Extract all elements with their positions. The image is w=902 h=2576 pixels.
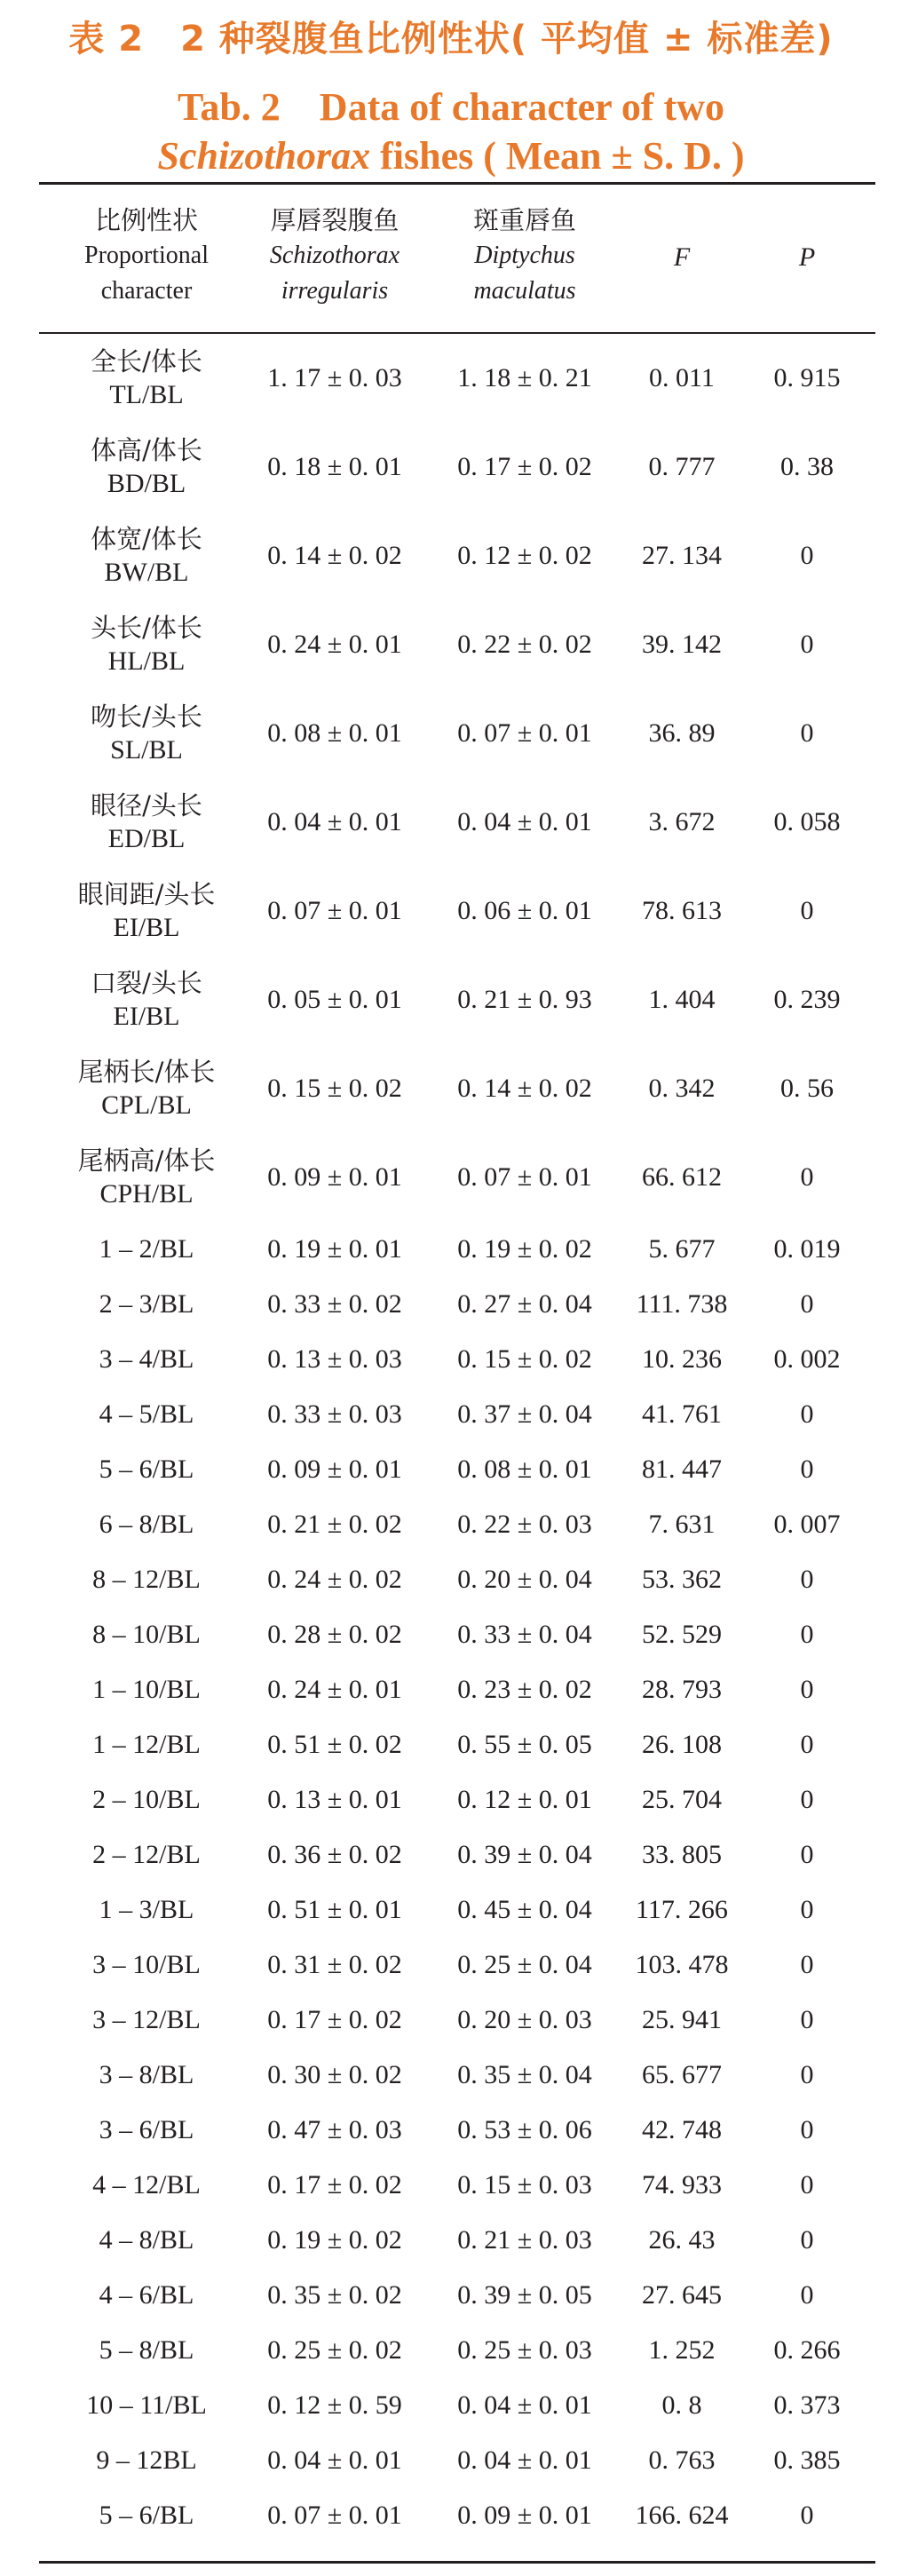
table-row: [0, 1497, 902, 1552]
row-label: [44, 1497, 249, 1552]
diptychus-value: 0. 22 ± 0. 02: [457, 630, 592, 659]
p-value: 0: [800, 1289, 814, 1319]
table-row: [0, 1044, 902, 1133]
row-label-zh: 眼间距/头长: [77, 879, 216, 909]
row-label-zh: 尾柄长/体长: [77, 1057, 216, 1087]
row-label-en: 5 – 6/BL: [99, 1454, 194, 1484]
row-label: [44, 2158, 249, 2213]
f-value: 39. 142: [642, 630, 722, 659]
schizothorax-value: 0. 35 ± 0. 02: [267, 2280, 402, 2310]
schizothorax-value: 0. 19 ± 0. 01: [267, 1234, 402, 1264]
table-bottom-rule: [39, 2561, 875, 2564]
diptychus-value: 0. 07 ± 0. 01: [457, 1162, 592, 1192]
row-label-en: 2 – 10/BL: [92, 1785, 201, 1814]
header-col3: F: [673, 242, 691, 272]
schizothorax-value: 0. 31 ± 0. 02: [267, 1950, 402, 1979]
diptychus-value: 0. 39 ± 0. 05: [457, 2280, 592, 2310]
row-label-en: 3 – 4/BL: [99, 1344, 194, 1374]
f-value: 0. 342: [648, 1074, 716, 1103]
p-value: 0: [800, 1454, 814, 1484]
f-value: 26. 43: [648, 2225, 716, 2255]
diptychus-value: 0. 21 ± 0. 03: [457, 2225, 592, 2255]
table-caption-english-line1: Tab. 2 Data of character of two: [178, 85, 724, 129]
row-label: [44, 1387, 249, 1442]
header-p: [742, 202, 872, 275]
f-value: 1. 252: [648, 2335, 716, 2365]
schizothorax-value: 0. 14 ± 0. 02: [267, 541, 402, 570]
diptychus-value: 0. 23 ± 0. 02: [457, 1675, 592, 1704]
f-value: 111. 738: [636, 1289, 728, 1319]
diptychus-value: 0. 04 ± 0. 01: [457, 2390, 592, 2420]
schizothorax-value: 0. 33 ± 0. 02: [267, 1289, 402, 1319]
table-row: [0, 1717, 902, 1772]
row-label: [44, 423, 249, 511]
schizothorax-value: 0. 15 ± 0. 02: [267, 1074, 402, 1103]
table-row: [0, 2323, 902, 2378]
table-row: [0, 778, 902, 867]
diptychus-value: 0. 53 ± 0. 06: [457, 2115, 592, 2144]
schizothorax-value: 0. 24 ± 0. 01: [267, 630, 402, 659]
p-value: 0. 38: [780, 452, 834, 481]
schizothorax-value: 0. 47 ± 0. 03: [267, 2115, 402, 2144]
p-value: 0: [800, 1162, 814, 1192]
table-top-rule: [39, 182, 875, 185]
row-label: [44, 778, 249, 867]
diptychus-value: 0. 21 ± 0. 93: [457, 985, 592, 1014]
f-value: 0. 777: [648, 452, 716, 481]
row-label: [44, 1772, 249, 1827]
row-label-en: 4 – 5/BL: [99, 1399, 194, 1429]
schizothorax-value: 1. 17 ± 0. 03: [267, 363, 402, 392]
row-label: [44, 689, 249, 778]
f-value: 166. 624: [635, 2501, 729, 2530]
schizothorax-value: 0. 24 ± 0. 01: [267, 1675, 402, 1704]
table-row: [0, 1387, 902, 1442]
row-label: [44, 1552, 249, 1607]
schizothorax-value: 0. 19 ± 0. 02: [267, 2225, 402, 2255]
row-label-en: BD/BL: [107, 469, 186, 498]
diptychus-value: 0. 20 ± 0. 03: [457, 2005, 592, 2034]
diptychus-value: 0. 09 ± 0. 01: [457, 2501, 592, 2530]
diptychus-value: 0. 27 ± 0. 04: [457, 1289, 592, 1319]
p-value: 0. 385: [773, 2445, 841, 2475]
f-value: 26. 108: [642, 1730, 722, 1759]
row-label-en: 3 – 6/BL: [99, 2115, 194, 2144]
header-f: [607, 202, 756, 275]
table-row: [0, 867, 902, 955]
p-value: 0. 266: [773, 2335, 841, 2365]
row-label: [44, 1044, 249, 1133]
p-value: 0. 007: [773, 1510, 841, 1539]
schizothorax-value: 0. 05 ± 0. 01: [267, 985, 402, 1014]
genus-name: Schizothorax: [157, 134, 371, 178]
diptychus-value: 0. 12 ± 0. 01: [457, 1785, 592, 1814]
diptychus-value: 0. 07 ± 0. 01: [457, 718, 592, 748]
row-label-en: ED/BL: [107, 824, 186, 853]
schizothorax-value: 0. 30 ± 0. 02: [267, 2060, 402, 2089]
schizothorax-value: 0. 09 ± 0. 01: [267, 1454, 402, 1484]
row-label: [44, 1277, 249, 1332]
row-label-zh: 眼径/头长: [91, 790, 202, 820]
table-row: [0, 1662, 902, 1717]
row-label-en: 10 – 11/BL: [86, 2390, 207, 2420]
schizothorax-value: 0. 51 ± 0. 01: [267, 1895, 402, 1924]
p-value: 0. 915: [773, 363, 841, 392]
f-value: 0. 8: [661, 2390, 702, 2420]
p-value: 0: [800, 2501, 814, 2530]
f-value: 74. 933: [642, 2170, 722, 2200]
diptychus-value: 0. 55 ± 0. 05: [457, 1730, 592, 1759]
table-row: [0, 423, 902, 511]
diptychus-value: 0. 08 ± 0. 01: [457, 1454, 592, 1484]
p-value: 0: [800, 1675, 814, 1704]
row-label: [44, 1607, 249, 1662]
p-value: 0. 373: [773, 2390, 841, 2420]
header-col0-en1: Proportional: [84, 242, 209, 269]
row-label: [44, 2048, 249, 2103]
f-value: 53. 362: [642, 1565, 722, 1594]
row-label-en: 2 – 12/BL: [92, 1840, 201, 1869]
row-label: [44, 1882, 249, 1938]
f-value: 28. 793: [642, 1675, 722, 1704]
p-value: 0: [800, 1840, 814, 1869]
schizothorax-value: 0. 13 ± 0. 01: [267, 1785, 402, 1814]
table-row: [0, 1277, 902, 1332]
schizothorax-value: 0. 17 ± 0. 02: [267, 2170, 402, 2200]
row-label-en: 5 – 8/BL: [99, 2335, 194, 2365]
row-label-en: 8 – 10/BL: [92, 1620, 201, 1649]
diptychus-value: 0. 17 ± 0. 02: [457, 452, 592, 481]
row-label-en: 8 – 12/BL: [92, 1565, 201, 1594]
p-value: 0: [800, 2170, 814, 2200]
diptychus-value: 1. 18 ± 0. 21: [457, 363, 592, 392]
p-value: 0. 058: [773, 807, 841, 836]
table-row: [0, 1607, 902, 1662]
diptychus-value: 0. 25 ± 0. 04: [457, 1950, 592, 1979]
row-label-zh: 尾柄高/体长: [77, 1145, 216, 1176]
schizothorax-value: 0. 13 ± 0. 03: [267, 1344, 402, 1374]
f-value: 7. 631: [648, 1510, 716, 1539]
row-label: [44, 1717, 249, 1772]
row-label-en: EI/BL: [113, 913, 180, 942]
diptychus-value: 0. 14 ± 0. 02: [457, 1074, 592, 1103]
diptychus-value: 0. 12 ± 0. 02: [457, 541, 592, 570]
schizothorax-value: 0. 18 ± 0. 01: [267, 452, 402, 481]
table-row: [0, 1222, 902, 1277]
p-value: 0: [800, 1730, 814, 1759]
row-label-en: BW/BL: [104, 558, 189, 587]
table-row: [0, 2103, 902, 2158]
f-value: 65. 677: [642, 2060, 722, 2089]
row-label-en: 1 – 3/BL: [99, 1895, 194, 1924]
p-value: 0: [800, 1950, 814, 1979]
row-label-en: 3 – 12/BL: [92, 2005, 201, 2034]
row-label-en: 4 – 12/BL: [92, 2170, 201, 2200]
schizothorax-value: 0. 36 ± 0. 02: [267, 1840, 402, 1869]
row-label-en: 4 – 8/BL: [99, 2225, 194, 2255]
diptychus-value: 0. 15 ± 0. 03: [457, 2170, 592, 2200]
row-label-en: 4 – 6/BL: [99, 2280, 194, 2310]
row-label: [44, 2323, 249, 2378]
schizothorax-value: 0. 04 ± 0. 01: [267, 807, 402, 836]
table-row: [0, 1552, 902, 1607]
schizothorax-value: 0. 33 ± 0. 03: [267, 1399, 402, 1429]
row-label: [44, 1222, 249, 1277]
table-caption-chinese: 表 2 2 种裂腹鱼比例性状( 平均值 ± 标准差): [68, 19, 834, 59]
schizothorax-value: 0. 24 ± 0. 02: [267, 1565, 402, 1594]
table-caption-english-line2: [0, 133, 902, 178]
header-proportional-character: [44, 202, 249, 309]
row-label-en: 6 – 8/BL: [99, 1510, 194, 1539]
row-label-en: SL/BL: [110, 735, 183, 765]
f-value: 78. 613: [642, 896, 722, 925]
schizothorax-value: 0. 21 ± 0. 02: [267, 1510, 402, 1539]
row-label-en: 1 – 2/BL: [99, 1234, 194, 1264]
p-value: 0: [800, 630, 814, 659]
f-value: 0. 011: [649, 363, 715, 392]
p-value: 0: [800, 2005, 814, 2034]
f-value: 0. 763: [648, 2445, 716, 2475]
f-value: 27. 645: [642, 2280, 722, 2310]
table-row: [0, 1993, 902, 2048]
p-value: 0: [800, 718, 814, 748]
row-label: [44, 1442, 249, 1497]
row-label: [44, 2488, 249, 2543]
f-value: 33. 805: [642, 1840, 722, 1869]
header-col1-zh: 厚唇裂腹鱼: [270, 205, 400, 235]
table-row: [0, 2158, 902, 2213]
table-row: [0, 334, 902, 423]
f-value: 117. 266: [636, 1895, 728, 1924]
f-value: 5. 677: [648, 1234, 716, 1264]
diptychus-value: 0. 04 ± 0. 01: [457, 2445, 592, 2475]
row-label: [44, 955, 249, 1044]
row-label-zh: 体高/体长: [91, 435, 202, 465]
table-row: [0, 1133, 902, 1222]
row-label: [44, 1827, 249, 1882]
diptychus-value: 0. 45 ± 0. 04: [457, 1895, 592, 1924]
header-schizothorax-irregularis: [241, 202, 428, 309]
p-value: 0: [800, 2225, 814, 2255]
schizothorax-value: 0. 12 ± 0. 59: [267, 2390, 402, 2420]
diptychus-value: 0. 35 ± 0. 04: [457, 2060, 592, 2089]
schizothorax-value: 0. 08 ± 0. 01: [267, 718, 402, 748]
row-label-en: EI/BL: [113, 1002, 180, 1031]
row-label-zh: 头长/体长: [91, 613, 202, 643]
f-value: 3. 672: [648, 807, 716, 836]
p-value: 0: [800, 1620, 814, 1649]
table-row: [0, 955, 902, 1044]
p-value: 0. 019: [773, 1234, 841, 1264]
f-value: 66. 612: [642, 1162, 722, 1192]
f-value: 10. 236: [642, 1344, 722, 1374]
schizothorax-value: 0. 51 ± 0. 02: [267, 1730, 402, 1759]
header-col2-it2: maculatus: [473, 277, 576, 305]
row-label-zh: 体宽/体长: [91, 524, 202, 554]
f-value: 25. 704: [642, 1785, 722, 1814]
row-label: [44, 1332, 249, 1387]
row-label-en: 2 – 3/BL: [99, 1289, 194, 1319]
f-value: 27. 134: [642, 541, 722, 570]
row-label: [44, 2378, 249, 2433]
schizothorax-value: 0. 25 ± 0. 02: [267, 2335, 402, 2365]
diptychus-value: 0. 39 ± 0. 04: [457, 1840, 592, 1869]
row-label: [44, 511, 249, 600]
f-value: 1. 404: [648, 985, 716, 1014]
row-label-en: HL/BL: [107, 646, 186, 676]
row-label-en: 1 – 10/BL: [92, 1675, 201, 1704]
table-row: [0, 511, 902, 600]
header-col0-zh: 比例性状: [94, 205, 198, 235]
table-row: [0, 2488, 902, 2543]
header-col1-it1: Schizothorax: [269, 242, 400, 269]
diptychus-value: 0. 20 ± 0. 04: [457, 1565, 592, 1594]
table-row: [0, 1827, 902, 1882]
table-row: [0, 600, 902, 689]
header-col2-zh: 斑重唇鱼: [472, 205, 576, 235]
row-label-en: CPL/BL: [101, 1090, 192, 1120]
row-label-en: 3 – 10/BL: [92, 1950, 201, 1979]
table-row: [0, 689, 902, 778]
table-row: [0, 2213, 902, 2268]
f-value: 25. 941: [642, 2005, 722, 2034]
table-row: [0, 1938, 902, 1993]
header-diptychus-maculatus: [428, 202, 621, 309]
schizothorax-value: 0. 07 ± 0. 01: [267, 2501, 402, 2530]
row-label-en: 3 – 8/BL: [99, 2060, 194, 2089]
p-value: 0. 239: [773, 985, 841, 1014]
p-value: 0. 002: [773, 1344, 841, 1374]
f-value: 36. 89: [648, 718, 716, 748]
caption-rest: fishes ( Mean ± S. D. ): [370, 134, 745, 178]
table-row: [0, 2433, 902, 2488]
row-label-en: TL/BL: [109, 380, 184, 409]
p-value: 0: [800, 2115, 814, 2144]
p-value: 0: [800, 1399, 814, 1429]
f-value: 103. 478: [635, 1950, 729, 1979]
f-value: 81. 447: [642, 1454, 722, 1484]
row-label-zh: 全长/体长: [91, 346, 202, 376]
table-row: [0, 1442, 902, 1497]
row-label: [44, 1938, 249, 1993]
table-row: [0, 2378, 902, 2433]
row-label-en: 9 – 12BL: [96, 2445, 197, 2475]
row-label-zh: 口裂/头长: [91, 968, 202, 998]
p-value: 0: [800, 541, 814, 570]
diptychus-value: 0. 04 ± 0. 01: [457, 807, 592, 836]
row-label: [44, 1993, 249, 2048]
schizothorax-value: 0. 04 ± 0. 01: [267, 2445, 402, 2475]
table-row: [0, 2268, 902, 2323]
header-col2-it1: Diptychus: [474, 242, 575, 269]
row-label: [44, 867, 249, 955]
row-label: [44, 600, 249, 689]
f-value: 41. 761: [642, 1399, 722, 1429]
row-label: [44, 334, 249, 423]
p-value: 0: [800, 1895, 814, 1924]
p-value: 0. 56: [780, 1074, 834, 1103]
diptychus-value: 0. 19 ± 0. 02: [457, 1234, 592, 1264]
row-label-zh: 吻长/头长: [91, 701, 202, 732]
p-value: 0: [800, 2060, 814, 2089]
schizothorax-value: 0. 09 ± 0. 01: [267, 1162, 402, 1192]
f-value: 52. 529: [642, 1620, 722, 1649]
row-label-en: 5 – 6/BL: [99, 2501, 194, 2530]
diptychus-value: 0. 37 ± 0. 04: [457, 1399, 592, 1429]
diptychus-value: 0. 33 ± 0. 04: [457, 1620, 592, 1649]
diptychus-value: 0. 25 ± 0. 03: [457, 2335, 592, 2365]
schizothorax-value: 0. 28 ± 0. 02: [267, 1620, 402, 1649]
row-label-en: 1 – 12/BL: [92, 1730, 201, 1759]
row-label: [44, 2103, 249, 2158]
header-col0-en2: character: [100, 277, 193, 305]
diptychus-value: 0. 06 ± 0. 01: [457, 896, 592, 925]
row-label: [44, 1133, 249, 1222]
header-col1-it2: irregularis: [281, 277, 389, 305]
header-col4: P: [798, 242, 816, 272]
f-value: 42. 748: [642, 2115, 722, 2144]
row-label: [44, 2213, 249, 2268]
p-value: 0: [800, 2280, 814, 2310]
schizothorax-value: 0. 07 ± 0. 01: [267, 896, 402, 925]
table-row: [0, 1332, 902, 1387]
table-row: [0, 1772, 902, 1827]
diptychus-value: 0. 15 ± 0. 02: [457, 1344, 592, 1374]
row-label: [44, 1662, 249, 1717]
table-body: [0, 334, 902, 2543]
row-label: [44, 2433, 249, 2488]
table-row: [0, 2048, 902, 2103]
row-label: [44, 2268, 249, 2323]
table-row: [0, 1882, 902, 1938]
p-value: 0: [800, 896, 814, 925]
p-value: 0: [800, 1565, 814, 1594]
schizothorax-value: 0. 17 ± 0. 02: [267, 2005, 402, 2034]
p-value: 0: [800, 1785, 814, 1814]
diptychus-value: 0. 22 ± 0. 03: [457, 1510, 592, 1539]
row-label-en: CPH/BL: [99, 1179, 194, 1209]
table-header: [0, 202, 902, 327]
